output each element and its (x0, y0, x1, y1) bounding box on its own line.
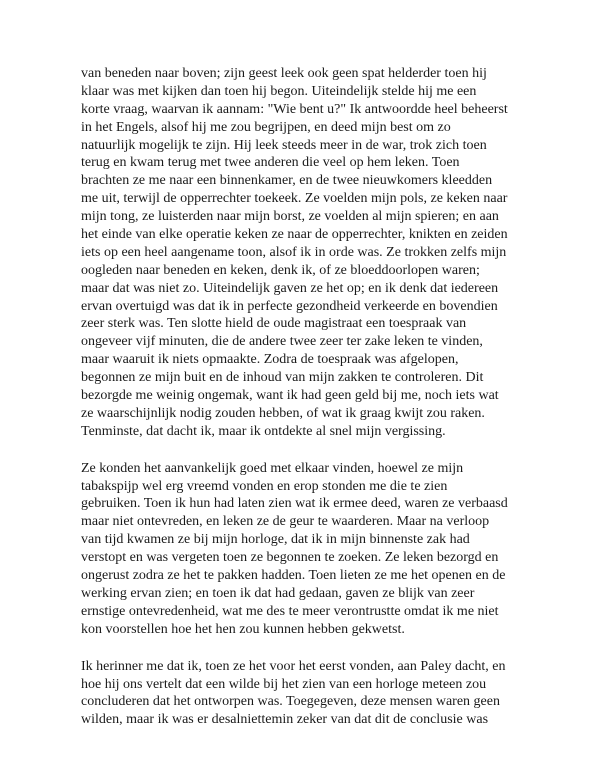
text-line: ongeveer vijf minuten, die de andere twee zeer ter zake leken te vinden, (81, 334, 483, 350)
text-line: gebruiken. Toen ik hun had laten zien wat ik ermee deed, waren ze verbaasd (81, 496, 508, 512)
text-line: natuurlijk mogelijk te zijn. Hij leek steeds meer in de war, trok zich toen (81, 137, 487, 153)
text-line: klaar was met kijken dan toen hij begon. Uiteindelijk stelde hij me een (81, 83, 477, 99)
text-line: bezorgde me weinig ongemak, want ik had geen geld bij me, noch iets wat (81, 388, 499, 404)
text-line: wilden, maar ik was er desalniettemin zeker van dat dit de conclusie was (81, 712, 489, 728)
text-line: ongerust zodra ze het te pakken hadden. Toen lieten ze me het openen en de (81, 568, 506, 584)
text-line: werking ervan zien; en toen ik dat had gedaan, gaven ze blijk van zeer (81, 585, 475, 601)
text-line: concluderen dat het ontworpen was. Toegegeven, deze mensen waren geen (81, 694, 500, 710)
text-line: hoe hij ons vertelt dat een wilde bij het zien van een horloge meteen zou (81, 676, 487, 692)
text-line: ze waarschijnlijk nodig zouden hebben, of wat ik graag kwijt zou raken. (81, 405, 485, 421)
text-line: korte vraag, waarvan ik aannam: "Wie bent u?" Ik antwoordde heel beheerst (81, 101, 508, 117)
text-line: ernstige ontevredenheid, wat me des te meer verontrustte omdat ik me niet (81, 603, 499, 619)
document-page (81, 65, 531, 729)
text-line: het einde van elke operatie keken ze naar de opperrechter, knikten en zeiden (81, 227, 508, 243)
text-line: mijn tong, ze luisterden naar mijn borst, ze voelden al mijn spieren; en aan (81, 209, 499, 225)
text-line: tabakspijp wel erg vreemd vonden en erop stonden me die te zien (81, 478, 448, 494)
text-line: ervan overtuigd was dat ik in perfecte gezondheid verkeerde en bovendien (81, 298, 498, 314)
paragraph-2 (81, 460, 531, 639)
text-line: zeer sterk was. Ten slotte hield de oude magistraat een toespraak van (81, 316, 467, 332)
text-line: van tijd kwamen ze bij mijn horloge, dat ik in mijn binnenste zak had (81, 532, 470, 548)
text-line: me uit, terwijl de opperrechter toekeek. Ze voelden mijn pols, ze keken naar (81, 191, 508, 207)
text-line: maar dat was niet zo. Uiteindelijk gaven ze het op; en ik denk dat iedereen (81, 280, 499, 296)
paragraph-3 (81, 658, 531, 730)
text-line: van beneden naar boven; zijn geest leek ook geen spat helderder toen hij (81, 66, 487, 81)
text-line: iets op een heel aangename toon, alsof ik in orde was. Ze trokken zelfs mijn (81, 244, 507, 260)
text-line: maar waaruit ik niets opmaakte. Zodra de toespraak was afgelopen, (81, 352, 459, 368)
text-line: Ze konden het aanvankelijk goed met elkaar vinden, hoewel ze mijn (81, 460, 464, 476)
text-line: Ik herinner me dat ik, toen ze het voor het eerst vonden, aan Paley dacht, en (81, 658, 506, 674)
text-line: kon voorstellen hoe het hen zou kunnen hebben gekwetst. (81, 621, 405, 637)
text-line: brachten ze me naar een binnenkamer, en de twee nieuwkomers kleedden (81, 173, 493, 189)
text-line: maar niet ontevreden, en leken ze de geur te waarderen. Maar na verloop (81, 514, 490, 530)
text-line: begonnen ze mijn buit en de inhoud van mijn zakken te controleren. Dit (81, 370, 484, 386)
text-line: oogleden naar beneden en keken, denk ik, of ze bloeddoorlopen waren; (81, 262, 480, 278)
text-line: terug en kwam terug met twee anderen die veel op hem leken. Toen (81, 155, 460, 171)
text-line: in het Engels, alsof hij me zou begrijpen, en deed mijn best om zo (81, 119, 451, 135)
text-line: verstopt en was vergeten toen ze begonnen te zoeken. Ze leken bezorgd en (81, 550, 499, 566)
paragraph-1 (81, 65, 531, 441)
text-line: Tenminste, dat dacht ik, maar ik ontdekte al snel mijn vergissing. (81, 423, 446, 439)
